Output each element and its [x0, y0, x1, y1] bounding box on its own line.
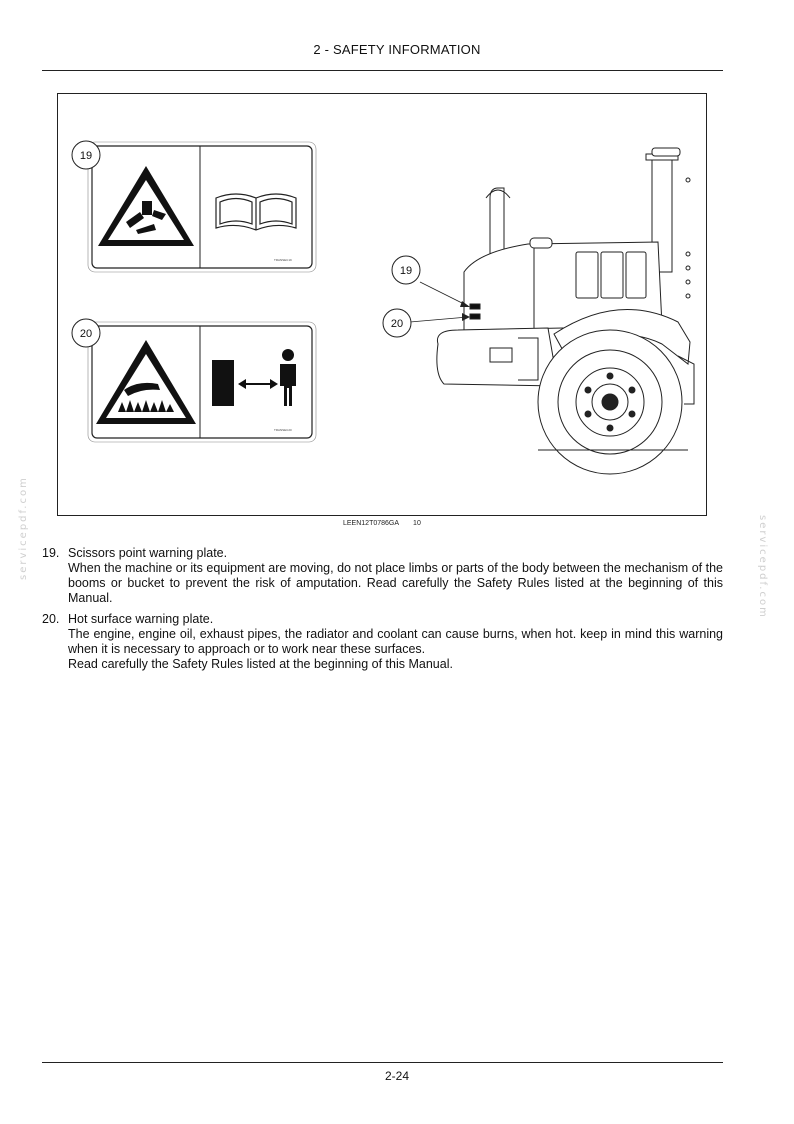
machine-callout-19-label: 19	[399, 265, 413, 277]
item-number: 19.	[42, 546, 60, 560]
figure-reference-number: 10	[413, 520, 421, 527]
list-item	[42, 546, 723, 606]
item-text-2: Read carefully the Safety Rules listed at the beginning of this Manual.	[68, 657, 453, 671]
keep-distance-icon	[212, 349, 296, 406]
figure-reference	[343, 520, 421, 527]
item-title: Hot surface warning plate.	[68, 612, 214, 626]
figure-illustration	[58, 94, 708, 517]
header-rule	[42, 70, 723, 71]
item-list	[42, 546, 723, 678]
watermark-left: servicepdf.com	[18, 476, 29, 580]
manual-book-icon	[216, 194, 296, 230]
item-title: Scissors point warning plate.	[68, 546, 228, 560]
figure-frame	[57, 93, 707, 516]
page-number: 2-24	[384, 1069, 410, 1083]
item-text: When the machine or its equipment are moving, do not place limbs or parts of the body between the mechanism of the booms or bucket to prevent the risk of amputation. Read carefully the Safety Rules listed at the beginning of this Manual.	[68, 561, 723, 605]
item-number: 20.	[42, 612, 60, 626]
decal-19-callout: 19	[79, 150, 93, 162]
watermark-right: servicepdf.com	[757, 515, 768, 619]
footer-rule	[42, 1062, 723, 1063]
item-text: The engine, engine oil, exhaust pipes, the radiator and coolant can cause burns, when hot. keep in mind this warning when it is necessary to approach or to work near these surfaces.	[68, 627, 723, 656]
hot-surface-warning-triangle-icon	[96, 340, 196, 424]
scissors-warning-triangle-icon	[98, 166, 194, 246]
list-item	[42, 612, 723, 672]
decal-19-code: TRANSEC19	[274, 258, 292, 262]
machine-callout-19	[392, 256, 470, 307]
page-header-title: 2 - SAFETY INFORMATION	[313, 42, 481, 57]
decal-20-code: TRANSEC20	[274, 428, 292, 432]
machine-illustration	[437, 148, 694, 474]
decal-20-callout: 20	[79, 328, 93, 340]
machine-callout-20-label: 20	[390, 318, 404, 330]
figure-reference-code: LEEN12T0786GA	[343, 520, 400, 527]
